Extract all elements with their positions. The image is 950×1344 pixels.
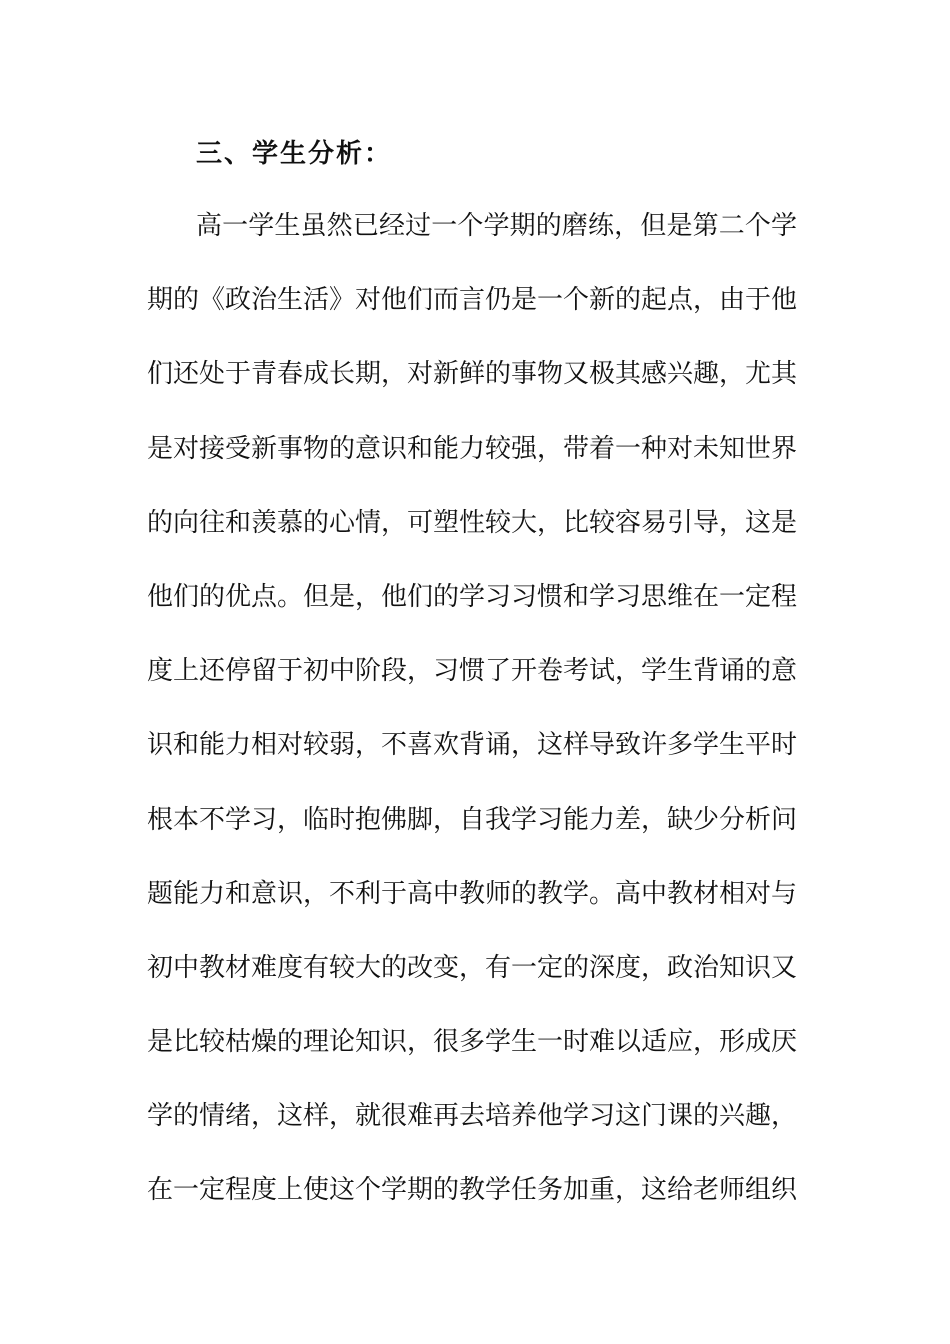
paragraph-line: 在一定程度上使这个学期的教学任务加重，这给老师组织: [147, 1175, 798, 1206]
paragraph-line: 根本不学习，临时抱佛脚，自我学习能力差，缺少分析问: [147, 804, 798, 835]
paragraph-line: 高一学生虽然已经过一个学期的磨练，但是第二个学: [196, 211, 797, 241]
paragraph-line: 识和能力相对较弱，不喜欢背诵，这样导致许多学生平时: [147, 730, 798, 761]
paragraph-line: 学的情绪，这样，就很难再去培养他学习这门课的兴趣，: [147, 1101, 798, 1132]
paragraph-line: 初中教材难度有较大的改变，有一定的深度，政治知识又: [147, 952, 798, 983]
paragraph-line: 的向往和羡慕的心情，可塑性较大，比较容易引导，这是: [147, 507, 798, 538]
paragraph-line: 们还处于青春成长期，对新鲜的事物又极其感兴趣，尤其: [147, 359, 798, 390]
paragraph-line: 题能力和意识，不利于高中教师的教学。高中教材相对与: [147, 878, 798, 909]
paragraph-line: 他们的优点。但是，他们的学习习惯和学习思维在一定程: [147, 581, 798, 612]
body-paragraph: [147, 203, 797, 1242]
paragraph-line: 是比较枯燥的理论知识，很多学生一时难以适应，形成厌: [147, 1027, 798, 1058]
paragraph-line: 期的《政治生活》对他们而言仍是一个新的起点，由于他: [147, 285, 798, 316]
section-heading: 三、学生分析：: [196, 139, 393, 169]
paragraph-line: 度上还停留于初中阶段，习惯了开卷考试，学生背诵的意: [147, 656, 798, 687]
paragraph-line: 是对接受新事物的意识和能力较强，带着一种对未知世界: [147, 433, 798, 464]
